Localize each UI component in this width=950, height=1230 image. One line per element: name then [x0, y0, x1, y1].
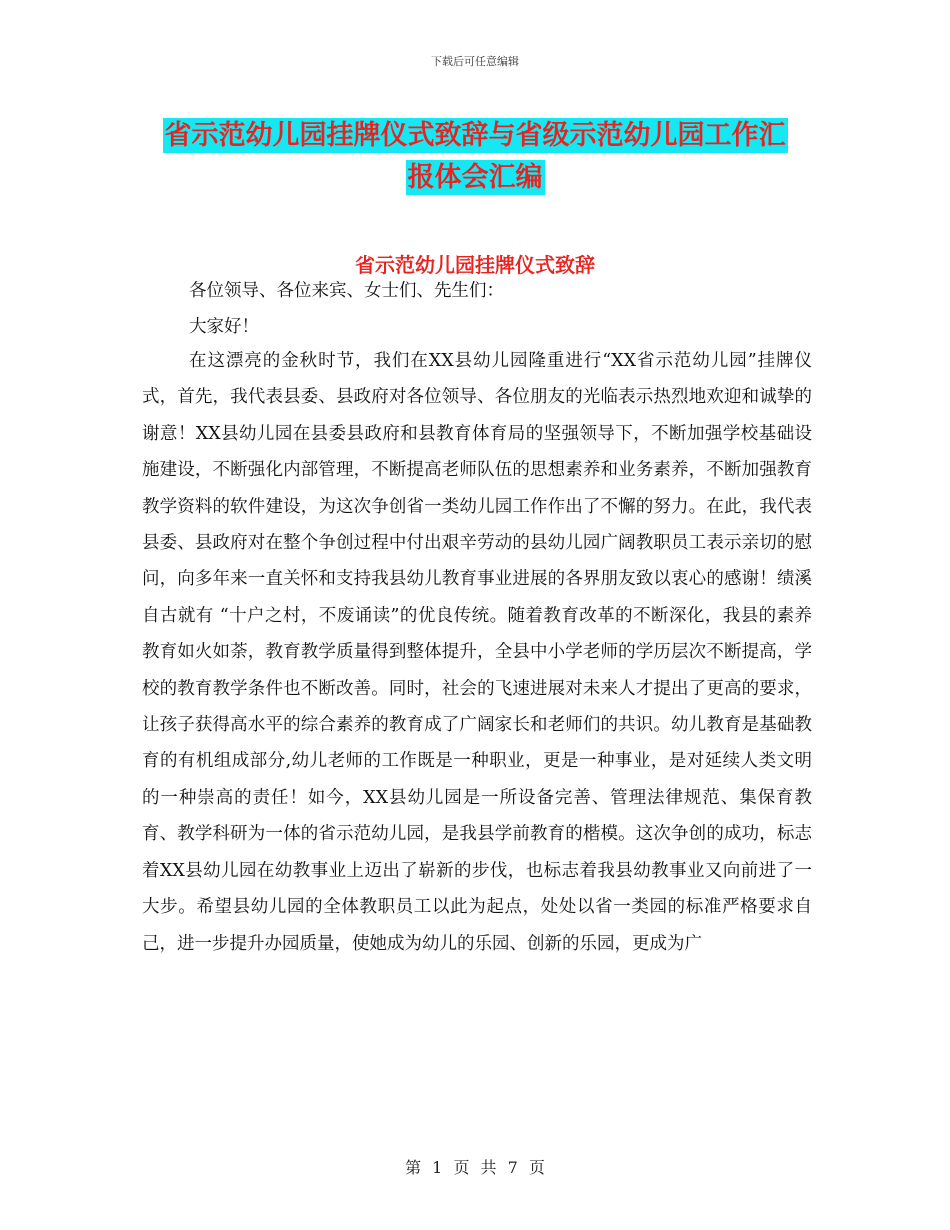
document-title-line1	[0, 113, 950, 152]
header-note: 下载后可任意编辑	[431, 55, 519, 68]
body-paragraph: 在这漂亮的金秋时节，我们在XX县幼儿园隆重进行“XX省示范幼儿园”挂牌仪式，首先，我代表县委、县政府对各位领导、各位朋友的光临表示热烈地欢迎和诚挚的谢意！XX县幼儿园在县委县政府和县教育体育局的坚强领导下，不断加强学校基础设施建设，不断强化内部管理，不断提高老师队伍的思想素养和业务素养，不断加强教育教学资料的软件建设，为这次争创省一类幼儿园工作作出了不懈的努力。在此，我代表县委、县政府对在整个争创过程中付出艰辛劳动的县幼儿园广阔教职员工表示亲切的慰问，向多年来一直关怀和支持我县幼儿教育事业进展的各界朋友致以衷心的感谢！绩溪自古就有 “十户之村，不废诵读”的优良传统。随着教育改革的不断深化，我县的素养教育如火如荼，教育教学质量得到整体提升，全县中小学老师的学历层次不断提高，学校的教育教学条件也不断改善。同时，社会的飞速进展对未来人才提出了更高的要求，让孩子获得高水平的综合素养的教育成了广阔家长和老师们的共识。幼儿教育是基础教育的有机组成部分,幼儿老师的工作既是一种职业，更是一种事业，是对延续人类文明的一种崇高的责任！如今，XX县幼儿园是一所设备完善、管理法律规范、集保育教育、教学科研为一体的省示范幼儿园，是我县学前教育的楷模。这次争创的成功，标志着XX县幼儿园在幼教事业上迈出了崭新的步伐，也标志着我县幼教事业又向前进了一大步。希望县幼儿园的全体教职员工以此为起点，处处以省一类园的标准严格要求自己，进一步提升办园质量，使她成为幼儿的乐园、创新的乐园，更成为广	[142, 351, 812, 954]
greeting-block	[142, 273, 812, 346]
document-title-line2	[0, 155, 950, 194]
greeting: 大家好！	[189, 317, 259, 338]
salutation: 各位领导、各位来宾、女士们、先生们：	[189, 281, 504, 301]
document-title-text-2: 报体会汇编	[407, 162, 543, 193]
document-title-text-1: 省示范幼儿园挂牌仪式致辞与省级示范幼儿园工作汇	[164, 120, 786, 151]
section-title: 省示范幼儿园挂牌仪式致辞	[355, 253, 595, 277]
page-number: 第 1 页 共 7 页	[405, 1158, 545, 1177]
